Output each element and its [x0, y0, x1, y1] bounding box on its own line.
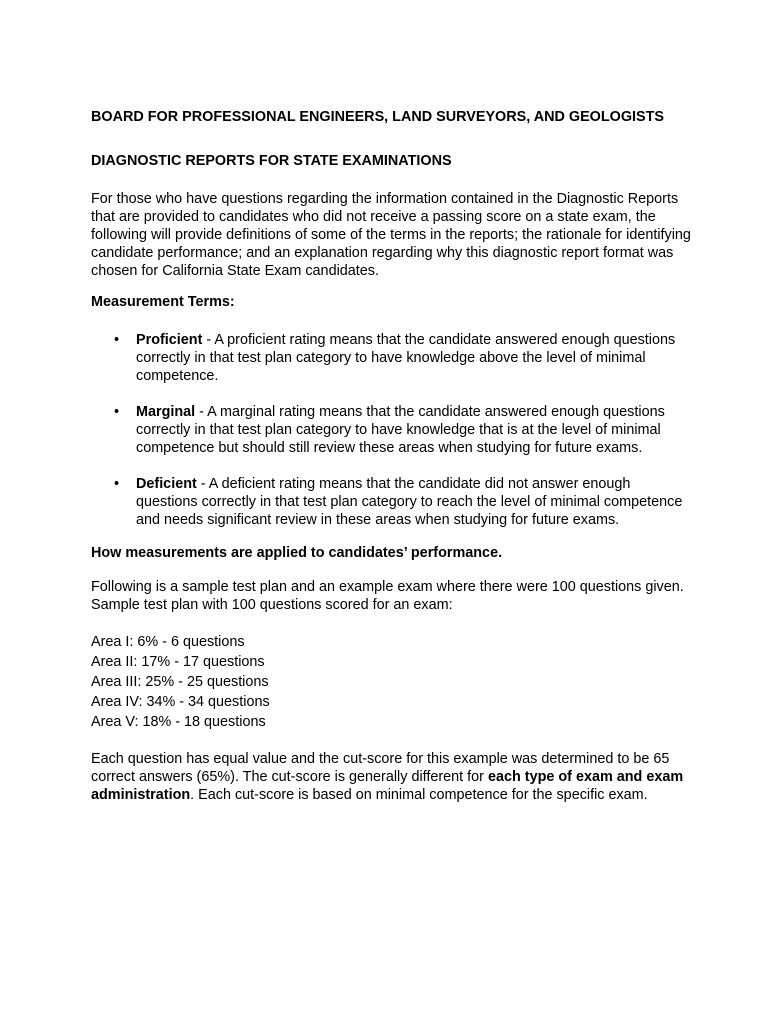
area-item: Area V: 18% - 18 questions: [91, 714, 266, 730]
measurement-terms-heading: Measurement Terms:: [91, 294, 235, 310]
document-title: BOARD FOR PROFESSIONAL ENGINEERS, LAND SURVEYORS, AND GEOLOGISTS: [91, 109, 665, 125]
bullet-icon: •: [114, 476, 120, 492]
term-name: Deficient: [136, 476, 197, 492]
area-item: Area I: 6% - 6 questions: [91, 634, 245, 650]
term-item-marginal: [91, 403, 691, 457]
document-page: [91, 108, 691, 804]
area-item: Area II: 17% - 17 questions: [91, 654, 265, 670]
term-name: Marginal: [136, 404, 196, 420]
bullet-icon: •: [114, 332, 120, 348]
intro-paragraph: For those who have questions regarding the information contained in the Diagnostic Reports that are provided to candidates who did not receive a passing score on a state exam, the following will provide definitions of some of the terms in the reports; the rationale for identifying candidate performance; and an explanation regarding why this diagnostic report format was chosen for California State Exam candidates.: [91, 191, 691, 279]
area-list: [91, 632, 691, 732]
cutscore-text-1: Each question has equal value and the cut-score for this example was determined to be 65 correct answers (65%). The cut-score is generally different for: [91, 751, 670, 785]
cutscore-paragraph: [91, 750, 691, 804]
bullet-icon: •: [114, 404, 120, 420]
following-line-2: Sample test plan with 100 questions scored for an exam:: [91, 597, 453, 613]
term-item-deficient: [91, 475, 691, 529]
cutscore-text-2: . Each cut-score is based on minimal competence for the specific exam.: [190, 787, 648, 803]
terms-list: [91, 331, 691, 529]
sample-plan-intro: [91, 578, 691, 614]
term-item-proficient: [91, 331, 691, 385]
following-line-1: Following is a sample test plan and an example exam where there were 100 questions given.: [91, 579, 684, 595]
term-description: - A deficient rating means that the candidate did not answer enough questions correctly in that test plan category to reach the level of minimal competence and needs significant review in these areas when studying for future exams.: [136, 476, 683, 528]
area-item: Area III: 25% - 25 questions: [91, 674, 269, 690]
area-item: Area IV: 34% - 34 questions: [91, 694, 270, 710]
term-description: - A proficient rating means that the candidate answered enough questions correctly in that test plan category to have knowledge above the level of minimal competence.: [136, 332, 676, 384]
term-name: Proficient: [136, 332, 203, 348]
applied-heading: How measurements are applied to candidates’ performance.: [91, 545, 503, 561]
term-description: - A marginal rating means that the candidate answered enough questions correctly in that test plan category to have knowledge that is at the level of minimal competence but should still review these areas when studying for future exams.: [136, 404, 665, 456]
document-subtitle: DIAGNOSTIC REPORTS FOR STATE EXAMINATIONS: [91, 153, 452, 169]
cutscore-emphasis: each type of exam and exam administration: [91, 769, 684, 803]
